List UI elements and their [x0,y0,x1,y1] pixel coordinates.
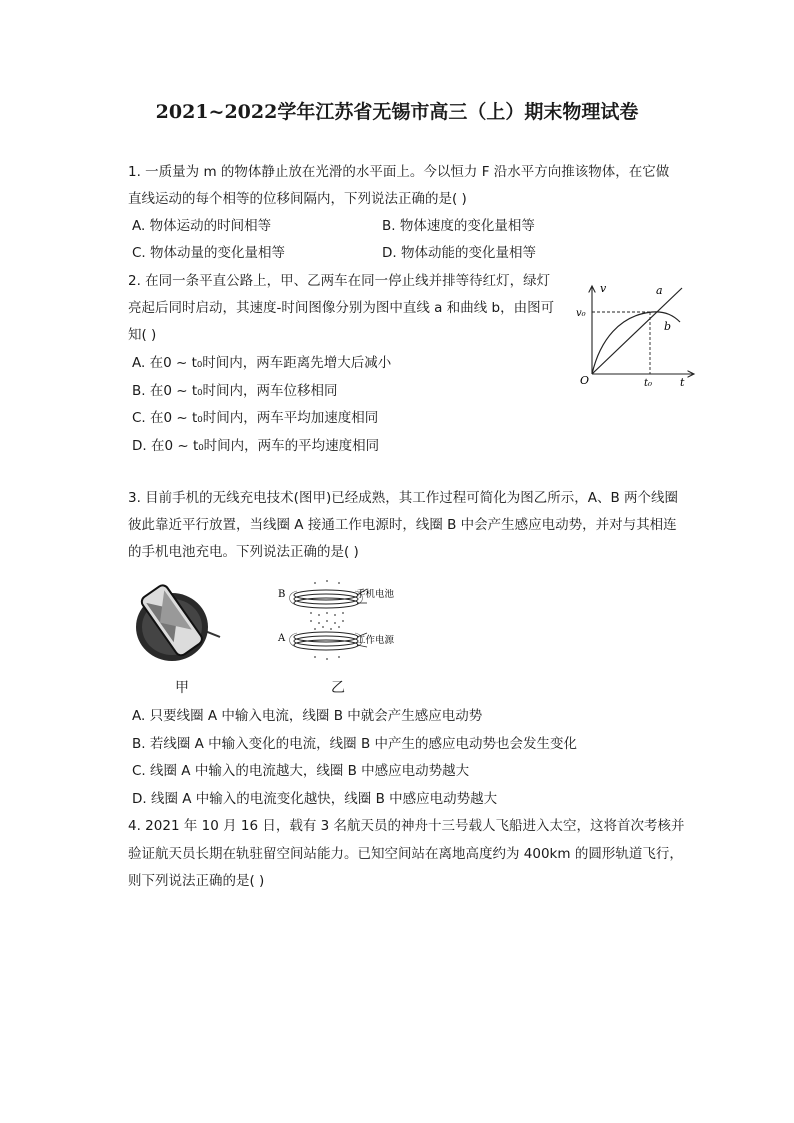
q2-option-d[interactable]: D. 在0 ~ t₀时间内，两车的平均速度相同 [132,438,380,454]
t0-label: t₀ [644,378,653,389]
q2-option-a[interactable]: A. 在0 ~ t₀时间内，两车距离先增大后减小 [132,355,392,371]
q1-option-b[interactable]: B. 物体速度的变化量相等 [382,218,535,234]
q1-option-c[interactable]: C. 物体动量的变化量相等 [132,245,286,261]
q4-stem-line-2: 验证航天员长期在轨驻留空间站能力。已知空间站在离地高度约为 400km 的圆形轨道飞行， [128,846,683,862]
q2-stem-line-3: 知( ) [128,327,157,343]
q3-option-d[interactable]: D. 线圈 A 中输入的电流变化越快，线圈 B 中感应电动势越大 [132,791,498,807]
fig-label-yi: 乙 [331,680,345,696]
coil-a-label: A [278,633,286,644]
q3-option-c[interactable]: C. 线圈 A 中输入的电流越大，线圈 B 中感应电动势越大 [132,763,470,779]
power-label: 工作电源 [356,635,395,646]
q2-stem-line-1: 2. 在同一条平直公路上，甲、乙两车在同一停止线并排等待红灯，绿灯 [128,273,551,289]
q4-stem-line-3: 则下列说法正确的是( ) [128,873,265,889]
v0-label: v₀ [576,308,586,319]
a-label: a [656,284,663,297]
b-label: b [664,320,672,333]
q3-stem-line-3: 的手机电池充电。下列说法正确的是( ) [128,544,359,560]
q2-option-b[interactable]: B. 在0 ~ t₀时间内，两车位移相同 [132,383,338,399]
q3-option-a[interactable]: A. 只要线圈 A 中输入电流，线圈 B 中就会产生感应电动势 [132,708,483,724]
q4-stem-line-1: 4. 2021 年 10 月 16 日，载有 3 名航天员的神舟十三号载人飞船进入太空，这将首次考核并 [128,818,685,834]
origin-label: O [580,374,590,387]
q2-stem-line-2: 亮起后同时启动，其速度-时间图像分别为图中直线 a 和曲线 b，由图可 [128,300,555,316]
v-label: v [600,282,607,295]
q3-option-b[interactable]: B. 若线圈 A 中输入变化的电流，线圈 B 中产生的感应电动势也会发生变化 [132,736,578,752]
exam-title: 2021~2022学年江苏省无锡市高三（上）期末物理试卷 [155,101,639,123]
q1-stem-line-1: 1. 一质量为 m 的物体静止放在光滑的水平面上。今以恒力 F 沿水平方向推该物体，在它做 [128,164,670,180]
q3-stem-line-2: 彼此靠近平行放置，当线圈 A 接通工作电源时，线圈 B 中会产生感应电动势，并对与其相连 [128,517,677,533]
wireless-charger-photo [128,575,228,670]
q1-option-d[interactable]: D. 物体动能的变化量相等 [382,245,536,261]
q2-vt-graph [570,280,700,395]
fig-label-jia: 甲 [175,680,189,696]
q2-option-c[interactable]: C. 在0 ~ t₀时间内，两车平均加速度相同 [132,410,379,426]
coil-b-label: B [278,589,286,600]
q3-stem-line-1: 3. 目前手机的无线充电技术(图甲)已经成熟，其工作过程可简化为图乙所示，A、B 两个线圈 [128,490,678,506]
q1-option-a[interactable]: A. 物体运动的时间相等 [132,218,272,234]
q1-stem-line-2: 直线运动的每个相等的位移间隔内，下列说法正确的是( ) [128,191,467,207]
coils-diagram [275,573,405,673]
t-label: t [680,376,685,389]
battery-label: 手机电池 [356,589,395,600]
